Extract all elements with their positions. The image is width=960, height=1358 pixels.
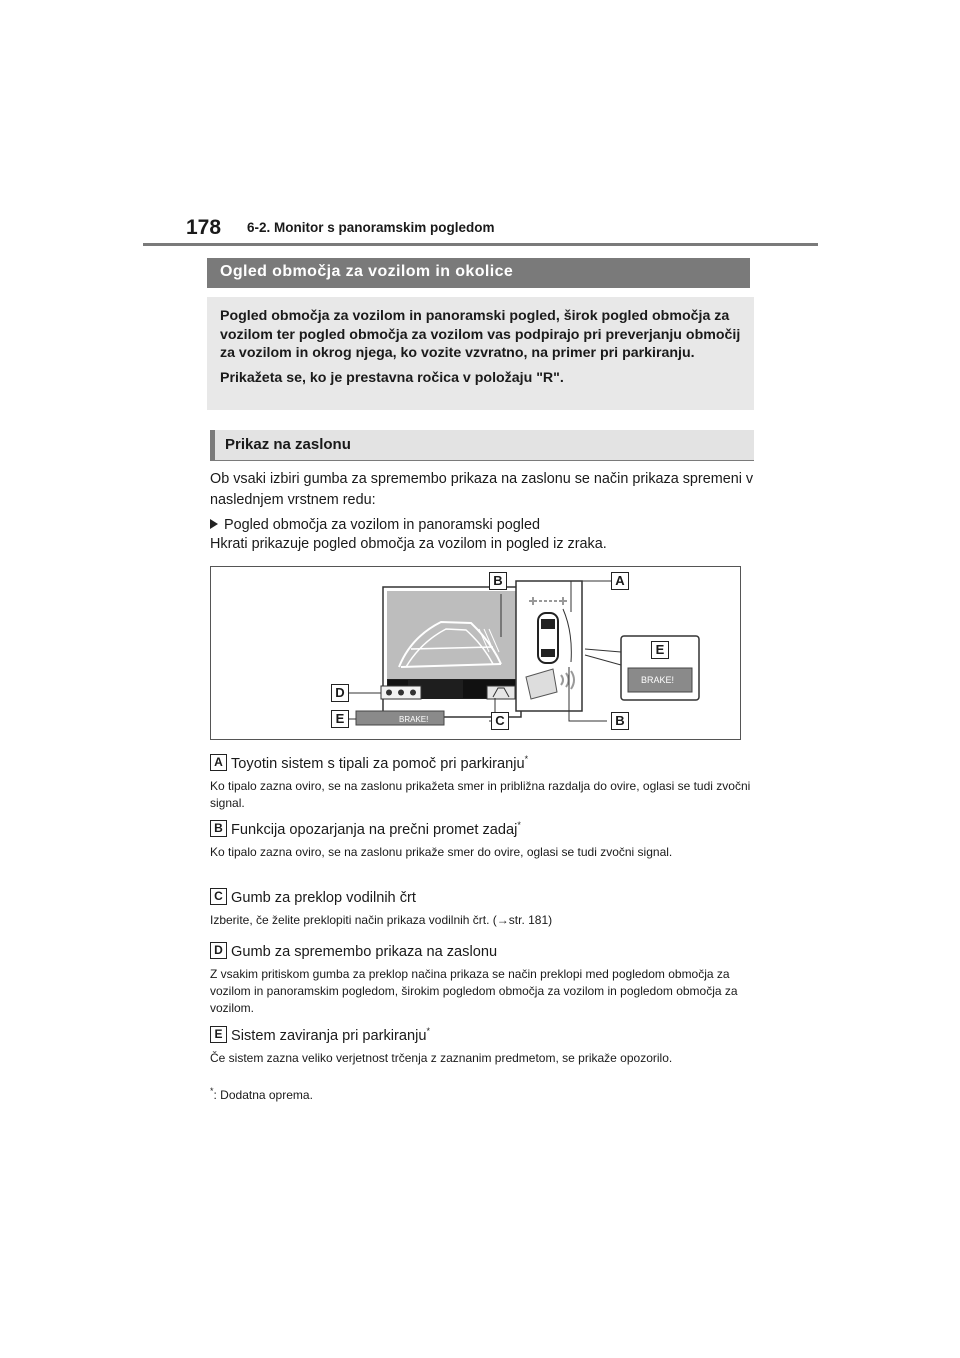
bullet-triangle-icon <box>210 519 218 529</box>
intro-box <box>207 297 754 410</box>
item-description: Ko tipalo zazna oviro, se na zaslonu prikažeta smer in približna razdalja do ovire, oglasi se tudi zvočni signal. <box>210 778 751 810</box>
callout-e-left: E <box>331 710 349 728</box>
item-letter: C <box>210 888 227 905</box>
callout-e-right: E <box>651 641 669 659</box>
page-number: 178 <box>186 216 222 239</box>
item-title: Toyotin sistem s tipali za pomoč pri parkiranju <box>231 755 525 772</box>
callout-c: C <box>491 712 509 730</box>
brake-warning-text: BRAKE! <box>399 715 429 724</box>
subheading: Prikaz na zaslonu <box>210 430 754 461</box>
item-description: Z vsakim pritiskom gumba za preklop načina prikaza se način preklopi med pogledom območja za vozilom in panoramskim pogledom, širokim pogledom območja za vozilom in pogledom območja za vozilom. <box>210 966 738 1015</box>
bullet-item <box>210 515 760 536</box>
callout-a: A <box>611 572 629 590</box>
legend-item-c <box>210 883 755 929</box>
item-title: Funkcija opozarjanja na prečni promet zadaj <box>231 821 518 838</box>
screen-illustration <box>210 566 741 740</box>
section-reference: 6-2. Monitor s panoramskim pogledom <box>247 220 495 235</box>
header-rule <box>143 243 818 246</box>
intro-paragraph-2: Prikažeta se, ko je prestavna ročica v položaju "R". <box>220 369 564 386</box>
section-banner: Ogled območja za vozilom in okolice <box>207 258 750 288</box>
item-letter: D <box>210 942 227 959</box>
item-description: Ko tipalo zazna oviro, se na zaslonu prikaže smer do ovire, oglasi se tudi zvočni signal. <box>210 844 673 859</box>
footnote-text: : Dodatna oprema. <box>213 1088 313 1102</box>
body-paragraph-1: Ob vsaki izbiri gumba za spremembo prikaza na zaslonu se način prikaza spremeni v naslednjem vrstnem redu: <box>210 471 754 508</box>
legend-item-b <box>210 815 755 861</box>
legend-item-e <box>210 1021 755 1067</box>
item-title: Gumb za spremembo prikaza na zaslonu <box>231 943 498 960</box>
footnote-symbol: * <box>210 1086 214 1096</box>
footnote-mark: * <box>517 820 521 830</box>
callout-b-top: B <box>489 572 507 590</box>
item-description: Če sistem zazna veliko verjetnost trčenja z zaznanim predmetom, se prikaže opozorilo. <box>210 1050 673 1065</box>
brake-warning-enlarged-text: BRAKE! <box>641 675 675 685</box>
footnote-mark: * <box>524 754 529 764</box>
item-letter: A <box>210 754 227 771</box>
callout-d: D <box>331 684 349 702</box>
item-title: Sistem zaviranja pri parkiranju <box>231 1027 427 1044</box>
legend-item-d <box>210 937 755 1017</box>
bullet-text: Pogled območja za vozilom in panoramski pogled <box>224 517 540 533</box>
legend-item-a <box>210 749 755 812</box>
item-title: Gumb za preklop vodilnih črt <box>231 889 416 906</box>
intro-paragraph-1: Pogled območja za vozilom in panoramski pogled, širok pogled območja za vozilom ter pogled območja za vozilom vas podpirajo pri preverjanju območij za vozilom in okrog njega, ko vozite vzvratno, na primer pri parkiranju. <box>220 308 741 361</box>
callout-b-bottom: B <box>611 712 629 730</box>
footnote-mark: * <box>426 1026 430 1036</box>
item-description: Izberite, če želite preklopiti način prikaza vodilnih črt. (→str. 181) <box>210 912 553 927</box>
item-letter: E <box>210 1026 227 1043</box>
item-letter: B <box>210 820 227 837</box>
body-paragraph-2: Hkrati prikazuje pogled območja za vozilom in pogled iz zraka. <box>210 536 607 552</box>
footnote <box>210 1083 313 1104</box>
